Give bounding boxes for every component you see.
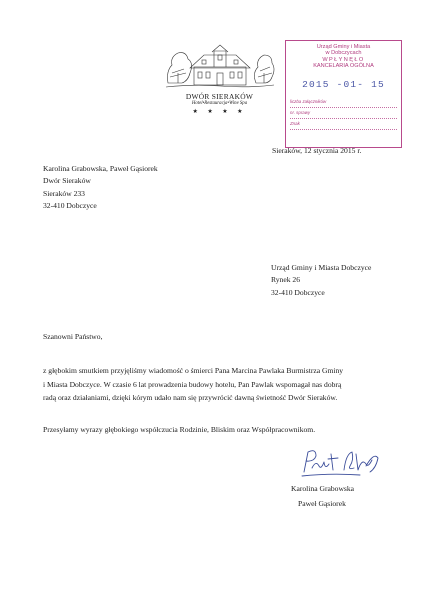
brand-name: DWÓR SIERAKÓW: [185, 92, 254, 101]
body-paragraph-1-line-1: z głębokim smutkiem przyjęliśmy wiadomość o śmierci Pana Marcina Pawlaka Burmistrza Gminy: [43, 366, 344, 375]
stamp-incoming-label: WPŁYNĘŁO: [322, 56, 365, 63]
recipient-address: [271, 262, 371, 299]
body-paragraph-2: Przesyłamy wyrazy głębokiego współczucia Rodzinie, Bliskim oraz Współpracownikom.: [43, 425, 316, 434]
body-paragraph-1-line-3: radą oraz działaniami, dzięki kórym udało nam się przywrócić dawną świetność Dwór Sieraków.: [43, 393, 338, 402]
manor-house-illustration: [164, 43, 276, 91]
recipient-postal-city: 32-410 Dobczyce: [271, 287, 325, 297]
signatory-2: Paweł Gąsiorek: [298, 498, 346, 508]
stamp-date: 2015 -01- 15: [302, 78, 385, 90]
signatory-1: Karolina Grabowska: [291, 484, 355, 493]
recipient-name: Urząd Gminy i Miasta Dobczyce: [271, 263, 372, 272]
stamp-desk-label: KANCELARIA OGÓLNA: [313, 63, 374, 70]
body-paragraph-1: [43, 364, 343, 405]
stamp-office-line2: w Dobczycach: [325, 50, 362, 57]
recipient-street: Rynek 26: [271, 275, 301, 285]
signatories: [291, 482, 354, 511]
sender-postal-city: 32-410 Dobczyce: [43, 200, 97, 210]
letterhead-logo: [162, 43, 277, 133]
incoming-mail-stamp: [285, 40, 402, 148]
handwritten-signature: [300, 446, 382, 480]
sender-names: Karolina Grabowska, Paweł Gąsiorek: [43, 164, 158, 173]
stamp-reference-field: Znak: [290, 119, 397, 130]
hotel-star-rating: ★ ★ ★ ★: [192, 109, 247, 115]
stamp-case-number-field: nr. sprawy: [290, 108, 397, 119]
sender-street: Sieraków 233: [43, 188, 85, 198]
stamp-office-line1: Urząd Gminy i Miasta: [316, 44, 371, 50]
stamp-attachments-field: liczba załączników: [290, 97, 397, 108]
body-paragraph-1-line-2: i Miasta Dobczyce. W czasie 6 lat prowadzenia budowy hotelu, Pan Pawlak wspomagał nas dobrą: [43, 379, 342, 389]
sender-address: [43, 163, 158, 212]
brand-tagline: Hotel•Restauracja•Wine Spa: [191, 101, 248, 106]
salutation: Szanowni Państwo,: [43, 332, 103, 341]
sender-company: Dwór Sieraków: [43, 176, 91, 186]
letter-date: Sieraków, 12 stycznia 2015 r.: [272, 146, 362, 155]
